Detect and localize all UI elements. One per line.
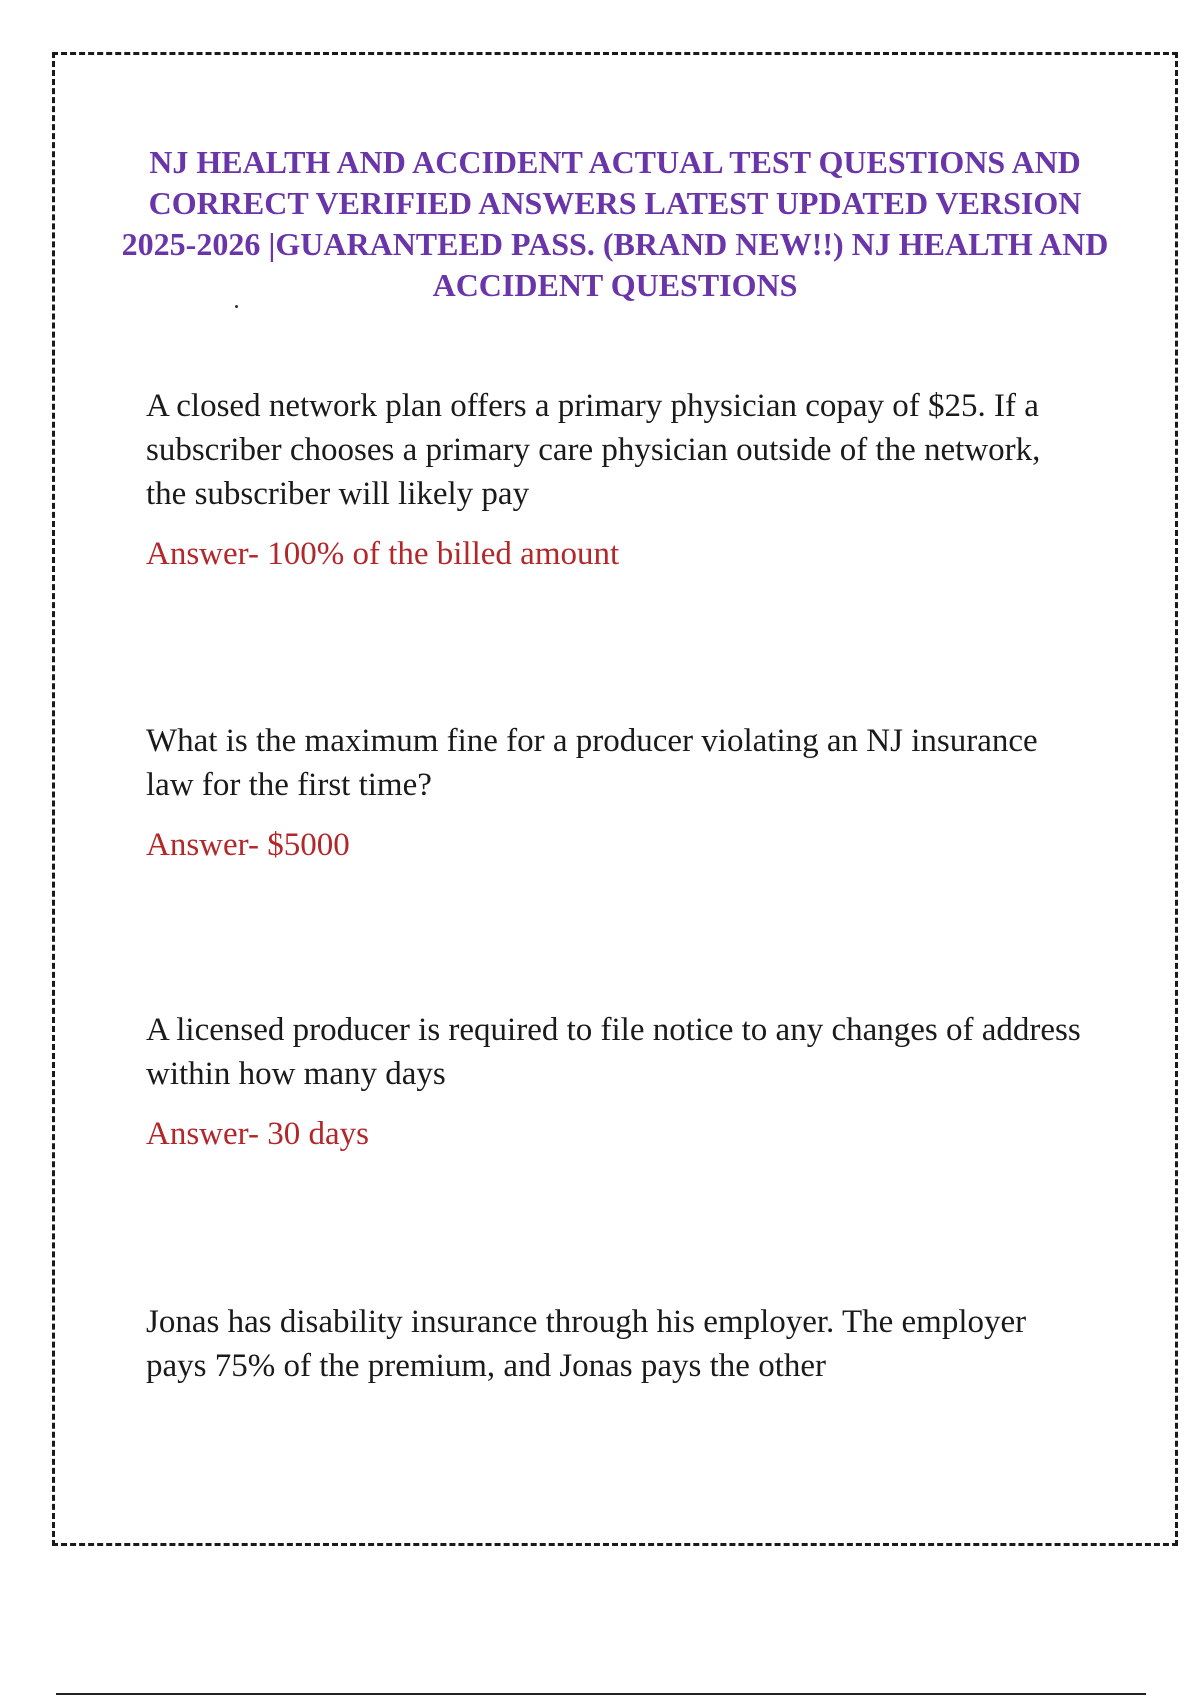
answer-text: Answer- 30 days [146,1116,369,1152]
qa-item-3 [146,1008,1086,1156]
question-text: A closed network plan offers a primary physician copay of $25. If a subscriber chooses a primary care physician outside of the network, the subscriber will likely pay [146,388,1041,512]
qa-item-2 [146,719,1086,867]
qa-item-1 [146,384,1086,576]
question-text: What is the maximum fine for a producer violating an NJ insurance law for the first time? [146,723,1038,803]
question-text: Jonas has disability insurance through his employer. The employer pays 75% of the premium, and Jonas pays the other [146,1304,1027,1384]
answer-text: Answer- $5000 [146,827,350,863]
stray-mark [235,305,238,308]
page-bottom-rule [56,1693,1146,1695]
document-title: NJ HEALTH AND ACCIDENT ACTUAL TEST QUESTIONS AND CORRECT VERIFIED ANSWERS LATEST UPDATED VERSION 2025-2026 |GUARANTEED PASS. (BRAND NEW!!) NJ HEALTH AND ACCIDENT QUESTIONS [121,144,1109,303]
question-text: A licensed producer is required to file notice to any changes of address within how many days [146,1012,1081,1092]
qa-item-4 [146,1300,1086,1388]
answer-text: Answer- 100% of the billed amount [146,536,620,572]
